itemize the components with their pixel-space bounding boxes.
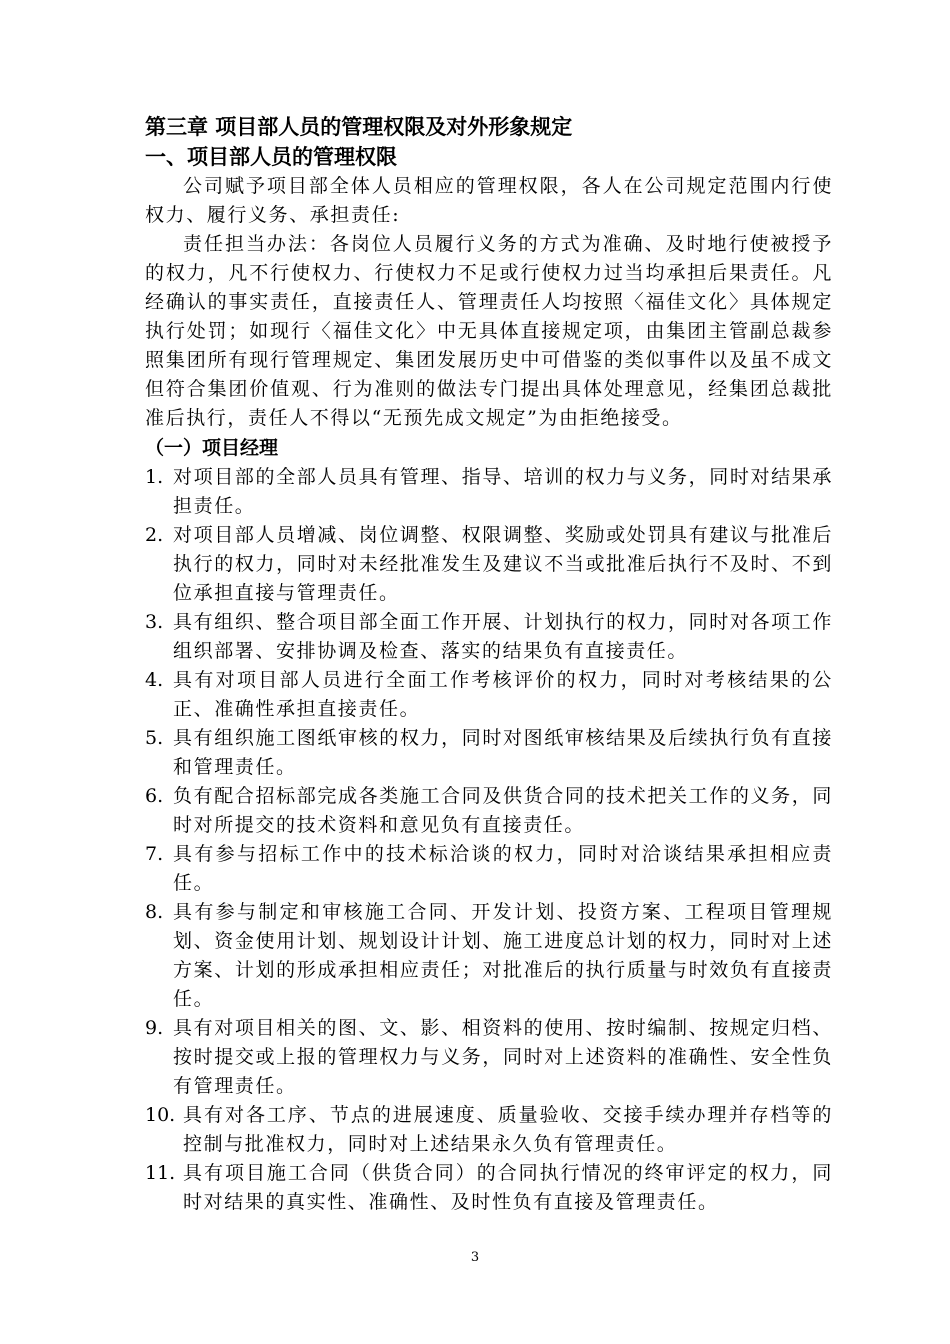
list-item-number: 1.	[145, 466, 164, 488]
list-item-number: 6.	[145, 785, 164, 807]
list-item	[145, 1159, 833, 1217]
list-item-text: 具有对项目部人员进行全面工作考核评价的权力，同时对考核结果的公正、准确性承担直接责任。	[173, 669, 833, 720]
duties-list	[145, 463, 833, 1217]
list-item-text: 具有对各工序、节点的进展速度、质量验收、交接手续办理并存档等的控制与批准权力，同时对上述结果永久负有管理责任。	[183, 1104, 833, 1155]
list-item	[145, 898, 833, 1014]
list-item-text: 负有配合招标部完成各类施工合同及供货合同的技术把关工作的义务，同时对所提交的技术资料和意见负有直接责任。	[173, 785, 833, 836]
section-title: 一、项目部人员的管理权限	[145, 145, 397, 169]
intro-paragraph: 公司赋予项目部全体人员相应的管理权限，各人在公司规定范围内行使权力、履行义务、承担责任:	[145, 175, 833, 226]
list-item-text: 具有组织、整合项目部全面工作开展、计划执行的权力，同时对各项工作组织部署、安排协调及检查、落实的结果负有直接责任。	[173, 611, 833, 662]
list-item-text: 具有项目施工合同（供货合同）的合同执行情况的终审评定的权力，同时对结果的真实性、准确性、及时性负有直接及管理责任。	[183, 1162, 833, 1213]
list-item-number: 5.	[145, 727, 164, 749]
list-item	[145, 608, 833, 666]
list-item-text: 对项目部人员增减、岗位调整、权限调整、奖励或处罚具有建议与批准后执行的权力，同时对未经批准发生及建议不当或批准后执行不及时、不到位承担直接与管理责任。	[173, 524, 833, 604]
page-number: 3	[470, 1250, 480, 1265]
list-item-text: 具有参与招标工作中的技术标洽谈的权力，同时对洽谈结果承担相应责任。	[173, 843, 833, 894]
list-item-text: 具有参与制定和审核施工合同、开发计划、投资方案、工程项目管理规划、资金使用计划、规划设计计划、施工进度总计划的权力，同时对上述方案、计划的形成承担相应责任；对批准后的执行质量与时效负有直接责任。	[173, 901, 833, 1010]
list-item	[145, 463, 833, 521]
list-item-text: 具有对项目相关的图、文、影、相资料的使用、按时编制、按规定归档、按时提交或上报的管理权力与义务，同时对上述资料的准确性、安全性负有管理责任。	[173, 1017, 833, 1097]
list-item	[145, 666, 833, 724]
list-item-number: 2.	[145, 524, 164, 546]
list-item-number: 8.	[145, 901, 164, 923]
subsection-title: （一）项目经理	[145, 437, 279, 459]
document-page	[145, 112, 833, 1217]
list-item	[145, 782, 833, 840]
list-item-number: 11.	[145, 1162, 176, 1184]
list-item	[145, 1014, 833, 1101]
list-item	[145, 521, 833, 608]
list-item-number: 3.	[145, 611, 164, 633]
list-item	[145, 1101, 833, 1159]
list-item-number: 9.	[145, 1017, 164, 1039]
list-item	[145, 724, 833, 782]
list-item-number: 4.	[145, 669, 164, 691]
list-item-text: 对项目部的全部人员具有管理、指导、培训的权力与义务，同时对结果承担责任。	[173, 466, 833, 517]
list-item-number: 10.	[145, 1104, 176, 1126]
list-item-number: 7.	[145, 843, 164, 865]
chapter-title: 第三章 项目部人员的管理权限及对外形象规定	[145, 115, 573, 139]
list-item-text: 具有组织施工图纸审核的权力，同时对图纸审核结果及后续执行负有直接和管理责任。	[173, 727, 833, 778]
responsibility-paragraph: 责任担当办法：各岗位人员履行义务的方式为准确、及时地行使被授予的权力，凡不行使权力、行使权力不足或行使权力过当均承担后果责任。凡经确认的事实责任，直接责任人、管理责任人均按照〈福佳文化〉具体规定执行处罚；如现行〈福佳文化〉中无具体直接规定项，由集团主管副总裁参照集团所有现行管理规定、集团发展历史中可借鉴的类似事件以及虽不成文但符合集团价值观、行为准则的做法专门提出具体处理意见，经集团总裁批准后执行，责任人不得以“无预先成文规定”为由拒绝接受。	[145, 233, 833, 429]
list-item	[145, 840, 833, 898]
